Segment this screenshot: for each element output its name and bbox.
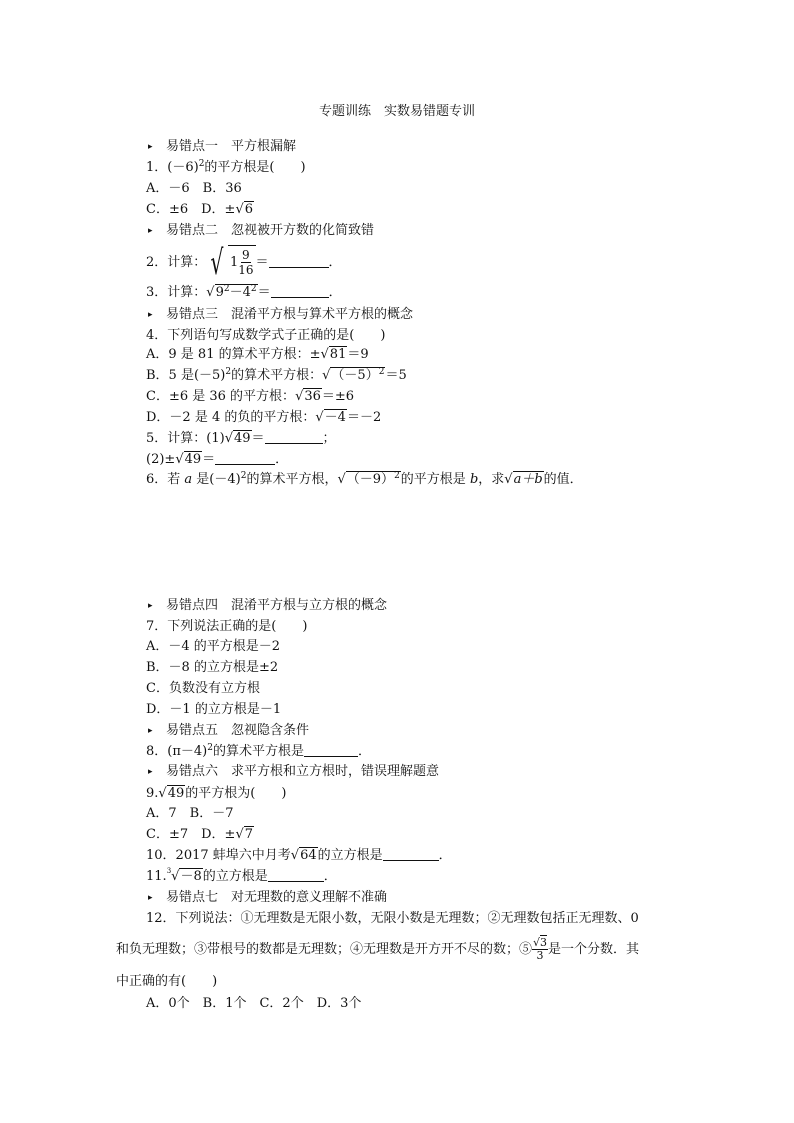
answer-blank[interactable] xyxy=(268,869,324,882)
question-1-options-cd: C．±6 D．±√6 xyxy=(146,202,254,217)
bullet-arrow-icon: ▸ xyxy=(148,142,153,152)
question-7-option-d: D．－1 的立方根是－1 xyxy=(146,702,282,717)
section-heading-3: ▸ 易错点三 混淆平方根与算术平方根的概念 xyxy=(148,307,414,322)
question-5-part-2: (2)±√49＝ ． xyxy=(146,452,289,467)
question-2: 2．计算： √ 1 $\frac{9}{16}$ ＝ ． xyxy=(146,242,342,283)
question-4-option-a: A．9 是 81 的算术平方根：±√81＝9 xyxy=(146,347,369,362)
question-4-option-d: D．－2 是 4 的负的平方根：√－4＝－2 xyxy=(146,410,382,425)
question-7-option-b: B．－8 的立方根是±2 xyxy=(146,660,279,675)
answer-blank[interactable] xyxy=(383,848,439,861)
question-1-options-ab: A．－6 B．36 xyxy=(146,181,242,196)
bullet-arrow-icon: ▸ xyxy=(148,310,153,320)
bullet-arrow-icon: ▸ xyxy=(148,601,153,611)
question-4-option-b: B．5 是$(-5)^2$的算术平方根：$√(-5)^2=5$ xyxy=(146,367,407,383)
question-9-options-ab: A．7 B．－7 xyxy=(146,806,234,821)
answer-blank[interactable] xyxy=(215,452,275,465)
question-12-line-3: 中正确的有( ) xyxy=(116,974,218,989)
bullet-arrow-icon: ▸ xyxy=(148,893,153,903)
question-7: 7．下列说法正确的是( ) xyxy=(146,619,308,634)
question-12-line-1: 12．下列说法：①无理数是无限小数，无限小数是无理数；②无理数包括正无理数、0 xyxy=(146,911,639,926)
question-7-option-a: A．－4 的平方根是－2 xyxy=(146,639,281,654)
question-9: 9.√49的平方根为( ) xyxy=(146,786,287,801)
question-11: 11.$^3$√－8的立方根是 ． xyxy=(146,867,337,884)
question-7-option-c: C．负数没有立方根 xyxy=(146,681,260,696)
question-5-part-1: 5．计算：(1)√49＝ ； xyxy=(146,431,336,446)
question-4: 4．下列语句写成数学式子正确的是( ) xyxy=(146,328,386,343)
section-heading-6: ▸ 易错点六 求平方根和立方根时，错误理解题意 xyxy=(148,764,440,779)
bullet-arrow-icon: ▸ xyxy=(148,226,153,236)
question-3: 3．计算：$√9^2-4^2=$ ． xyxy=(146,284,342,300)
answer-blank[interactable] xyxy=(265,431,323,444)
bullet-arrow-icon: ▸ xyxy=(148,767,153,777)
question-10: 10．2017 蚌埠六中月考√64的立方根是 ． xyxy=(146,848,452,863)
question-1: 1．$(-6)^2$的平方根是( ) xyxy=(146,159,306,175)
answer-blank[interactable] xyxy=(269,255,329,268)
question-4-option-c: C．±6 是 36 的平方根：√36＝±6 xyxy=(146,389,355,404)
answer-blank[interactable] xyxy=(271,285,329,298)
question-12-options: A．0个 B．1个 C．2个 D．3个 xyxy=(146,996,362,1011)
answer-blank[interactable] xyxy=(304,744,358,757)
page-title: 专题训练 实数易错题专训 xyxy=(318,104,475,119)
section-heading-5: ▸ 易错点五 忽视隐含条件 xyxy=(148,723,310,738)
section-heading-4: ▸ 易错点四 混淆平方根与立方根的概念 xyxy=(148,598,388,613)
question-9-options-cd: C．±7 D．±√7 xyxy=(146,827,254,842)
question-6: 6．若 a 是$(-4)^2$的算术平方根，$√(-9)^2$的平方根是 b，求√a＋b的值． xyxy=(146,471,583,487)
question-8: 8．$(\pi-4)^2$的算术平方根是 ． xyxy=(146,743,371,759)
section-heading-7: ▸ 易错点七 对无理数的意义理解不准确 xyxy=(148,890,388,905)
section-heading-2: ▸ 易错点二 忽视被开方数的化简致错 xyxy=(148,223,375,238)
question-12-line-2: 和负无理数；③带根号的数都是无理数；④无理数是开方开不尽的数；⑤ $\frac{√3}{3}$ 是一个分数．其 xyxy=(116,936,640,962)
bullet-arrow-icon: ▸ xyxy=(148,726,153,736)
section-heading-1: ▸ 易错点一 平方根漏解 xyxy=(148,139,297,154)
